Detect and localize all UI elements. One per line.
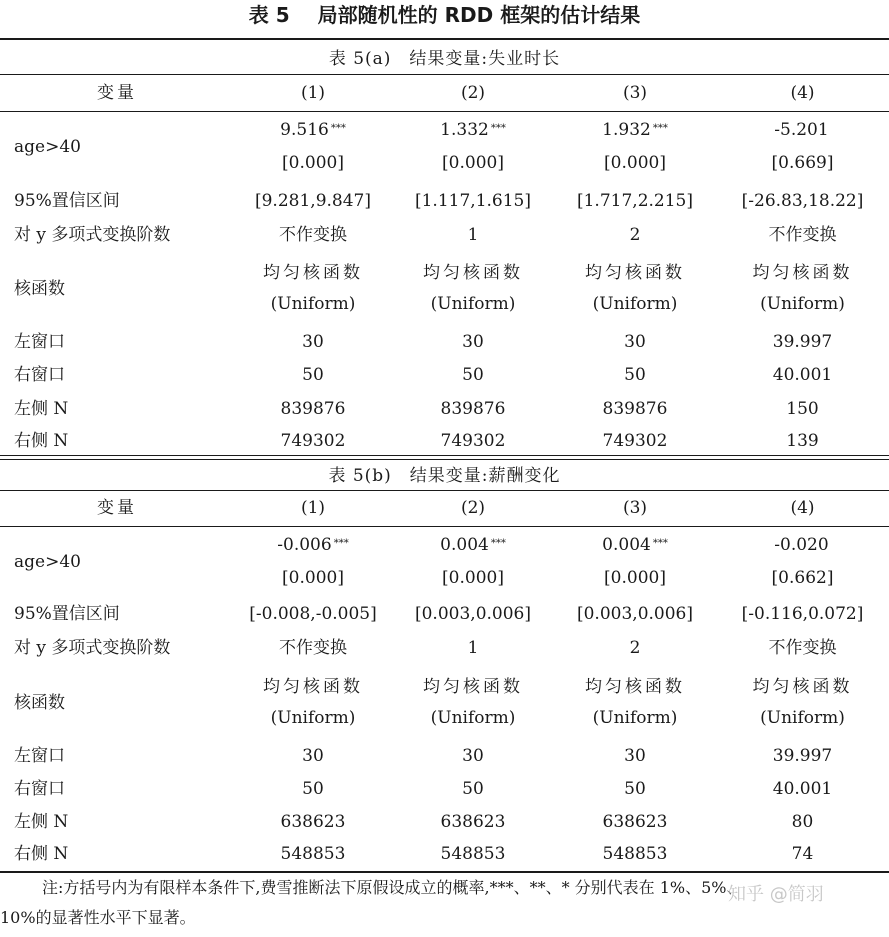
panel_a-row (0, 426, 889, 456)
panel_a-cell (716, 252, 889, 326)
panel_a-header-cell: (3) (622, 82, 648, 103)
panel_a-cell: 2 (629, 224, 641, 245)
panel_b-row (0, 806, 889, 838)
panel_b-row (0, 772, 889, 806)
kernel-name: 均匀核函数 (423, 677, 523, 697)
kernel-name-en: (Uniform) (592, 708, 678, 728)
panel-separator-rule-1 (0, 455, 889, 456)
panel_a-subtitle: 表 5(a) 结果变量:失业时长 (328, 49, 561, 69)
panel_b-cell: [0.003,0.006] (414, 603, 531, 624)
panel_b-cell: 不作变换 (279, 637, 347, 658)
note-line-2: 10%的显著性水平下显著。 (0, 908, 196, 927)
coefficient-value: 0.004 (440, 535, 489, 555)
panel_a-row-label: 右侧 N (14, 430, 69, 451)
panel_b-row (0, 597, 889, 631)
p-value: [0.000] (442, 568, 504, 588)
panel_b-cell: 30 (624, 745, 646, 766)
panel_a-row (0, 252, 889, 326)
panel_a-cell: 39.997 (772, 331, 833, 352)
panel_a-cell: 839876 (602, 398, 668, 419)
panel_a-cell: 不作变换 (279, 224, 347, 245)
panel_a-row-label: 对 y 多项式变换阶数 (14, 224, 171, 245)
panel_a-header-cell: 变量 (97, 82, 137, 103)
kernel-name-en: (Uniform) (270, 708, 356, 728)
panel_b-header-cell: (1) (300, 497, 326, 518)
panel_a-row (0, 218, 889, 252)
panel_a-cell: 30 (462, 331, 484, 352)
panel_b-cell: 39.997 (772, 745, 833, 766)
p-value: [0.669] (771, 153, 834, 173)
panel_a-header-rule (0, 111, 889, 112)
coefficient-line (774, 115, 830, 148)
significance-stars: *** (490, 538, 506, 549)
panel_b-cell (392, 665, 554, 741)
kernel-name-en: (Uniform) (270, 294, 356, 314)
panel_a-header-cell: (2) (460, 82, 486, 103)
panel_b-cell: 548853 (440, 843, 506, 864)
panel_b-row-label: 对 y 多项式变换阶数 (14, 637, 171, 658)
panel_b-cell: 1 (467, 637, 479, 658)
panel_b-row (0, 529, 889, 595)
panel_a-cell: 749302 (280, 430, 346, 451)
panel_a-row (0, 184, 889, 218)
panel_b-cell: 548853 (280, 843, 346, 864)
coefficient-line (602, 115, 668, 148)
panel_a-cell: 50 (462, 364, 484, 385)
panel_b-row-label: 95%置信区间 (14, 603, 120, 624)
panel_a-header-cell: (1) (300, 82, 326, 103)
panel_a-header-cell: (4) (790, 82, 815, 103)
panel_a-row-label: 右窗口 (14, 364, 65, 385)
panel_a-cell: 30 (302, 331, 324, 352)
panel_a-cell (234, 114, 392, 180)
kernel-name: 均匀核函数 (752, 677, 853, 697)
panel_b-cell: [0.003,0.006] (576, 603, 693, 624)
panel_b-header-cell: 变量 (97, 497, 137, 518)
panel_b-cell (716, 665, 889, 741)
panel_b-cell (554, 529, 716, 595)
panel_a-row-label: age>40 (14, 136, 81, 157)
coefficient-line (774, 530, 830, 563)
p-value: [0.000] (604, 568, 666, 588)
table-title-text: 局部随机性的 RDD 框架的估计结果 (317, 3, 641, 27)
panel_a-cell: 1 (467, 224, 479, 245)
panel_b-row (0, 838, 889, 870)
kernel-name-en: (Uniform) (430, 294, 516, 314)
panel_b-row-label: age>40 (14, 551, 81, 572)
panel_a-cell: 不作变换 (768, 224, 837, 245)
panel_a-cell (554, 114, 716, 180)
panel_b-row (0, 740, 889, 772)
coefficient-value: 1.332 (440, 120, 489, 140)
kernel-name: 均匀核函数 (263, 677, 363, 697)
panel_b-header-rule (0, 526, 889, 527)
table-title (0, 0, 889, 38)
panel_a-row (0, 326, 889, 358)
panel_b-row-label: 右侧 N (14, 843, 69, 864)
significance-stars: *** (490, 123, 506, 134)
panel_b-cell: 40.001 (772, 778, 833, 799)
panel_b-subtitle: 表 5(b) 结果变量:薪酬变化 (328, 466, 561, 486)
panel_b-header-row (0, 492, 889, 524)
panel_b-cell: 50 (624, 778, 646, 799)
panel_a-row (0, 392, 889, 426)
panel_a-cell (392, 252, 554, 326)
note-line-1: 注:方括号内为有限样本条件下,费雪推断法下原假设成立的概率,***、**、* 分别代表在 1%、5%、 (42, 878, 743, 897)
significance-stars: *** (652, 123, 668, 134)
panel_b-cell (234, 665, 392, 741)
panel_b-header-cell: (2) (460, 497, 486, 518)
panel_b-cell: 638623 (602, 811, 668, 832)
coefficient-line (280, 115, 346, 148)
panel_b-header-cell: (4) (790, 497, 815, 518)
panel_a-cell: 150 (786, 398, 819, 419)
panel_a-cell (716, 114, 889, 180)
p-value: [0.000] (282, 153, 344, 173)
panel_b-row-label: 核函数 (14, 692, 65, 713)
panel_a-cell: 839876 (280, 398, 346, 419)
panel_b-cell: 不作变换 (768, 637, 837, 658)
panel_a-cell: 139 (786, 430, 819, 451)
panel_b-cell (716, 529, 889, 595)
kernel-name: 均匀核函数 (263, 263, 363, 283)
panel_a-subtitle-rule (0, 74, 889, 75)
panel_b-row-label: 左侧 N (14, 811, 69, 832)
panel_b-subtitle-rule (0, 490, 889, 491)
panel_a-row-label: 95%置信区间 (14, 190, 120, 211)
panel_b-cell: 30 (462, 745, 484, 766)
panel_b-cell: 638623 (280, 811, 346, 832)
coefficient-value: -0.020 (774, 535, 829, 555)
panel_a-cell: [1.117,1.615] (414, 190, 531, 211)
panel_b-header-cell: (3) (622, 497, 648, 518)
table-number: 表 5 (248, 3, 290, 27)
coefficient-value: -5.201 (774, 120, 829, 140)
panel-separator-rule-2 (0, 459, 889, 460)
panel_a-cell: 50 (302, 364, 324, 385)
panel_a-cell (554, 252, 716, 326)
panel_b-cell: [-0.116,0.072] (741, 603, 864, 624)
kernel-name-en: (Uniform) (760, 294, 845, 314)
kernel-name: 均匀核函数 (752, 263, 853, 283)
top-rule (0, 38, 889, 40)
panel_b-cell (554, 665, 716, 741)
panel_a-cell (392, 114, 554, 180)
significance-stars: *** (333, 538, 349, 549)
panel_b-cell: 50 (302, 778, 324, 799)
coefficient-value: 1.932 (602, 120, 651, 140)
panel_a-row-label: 左侧 N (14, 398, 69, 419)
kernel-name: 均匀核函数 (585, 263, 685, 283)
kernel-name-en: (Uniform) (760, 708, 845, 728)
p-value: [0.000] (442, 153, 504, 173)
coefficient-line (602, 530, 668, 563)
significance-stars: *** (330, 123, 346, 134)
panel_b-cell: 74 (791, 843, 814, 864)
panel_a-cell: [9.281,9.847] (254, 190, 371, 211)
panel_b-cell: 2 (629, 637, 641, 658)
panel_a-row-label: 左窗口 (14, 331, 65, 352)
panel_b-cell: 548853 (602, 843, 668, 864)
panel_b-cell: 50 (462, 778, 484, 799)
panel_a-cell: [1.717,2.215] (576, 190, 693, 211)
p-value: [0.000] (282, 568, 344, 588)
panel_b-row (0, 665, 889, 741)
panel_b-cell: 30 (302, 745, 324, 766)
panel_b-row-label: 左窗口 (14, 745, 65, 766)
coefficient-line (440, 530, 506, 563)
panel_b-cell: 80 (791, 811, 814, 832)
kernel-name-en: (Uniform) (430, 708, 516, 728)
panel_b-row-label: 右窗口 (14, 778, 65, 799)
panel_a-row (0, 114, 889, 180)
coefficient-value: -0.006 (277, 535, 332, 555)
panel_a-row (0, 358, 889, 392)
watermark: 知乎 @简羽 (728, 880, 824, 906)
significance-stars: *** (652, 538, 668, 549)
panel_b-cell (392, 529, 554, 595)
coefficient-value: 9.516 (280, 120, 329, 140)
panel_b-cell (234, 529, 392, 595)
p-value: [0.000] (604, 153, 666, 173)
panel_a-cell: 50 (624, 364, 646, 385)
kernel-name: 均匀核函数 (585, 677, 685, 697)
panel_a-cell: 749302 (602, 430, 668, 451)
panel_a-row-label: 核函数 (14, 278, 65, 299)
kernel-name: 均匀核函数 (423, 263, 523, 283)
panel_a-cell: 40.001 (772, 364, 833, 385)
coefficient-value: 0.004 (602, 535, 651, 555)
panel_b-cell: 638623 (440, 811, 506, 832)
panel_a-cell: 839876 (440, 398, 506, 419)
panel_a-header-row (0, 76, 889, 110)
panel_a-cell: [-26.83,18.22] (741, 190, 864, 211)
panel_a-cell: 749302 (440, 430, 506, 451)
coefficient-line (440, 115, 506, 148)
kernel-name-en: (Uniform) (592, 294, 678, 314)
panel_a-cell (234, 252, 392, 326)
panel_b-row (0, 631, 889, 665)
panel_b-cell: [-0.008,-0.005] (249, 603, 377, 624)
p-value: [0.662] (771, 568, 834, 588)
coefficient-line (277, 530, 348, 563)
panel_a-cell: 30 (624, 331, 646, 352)
